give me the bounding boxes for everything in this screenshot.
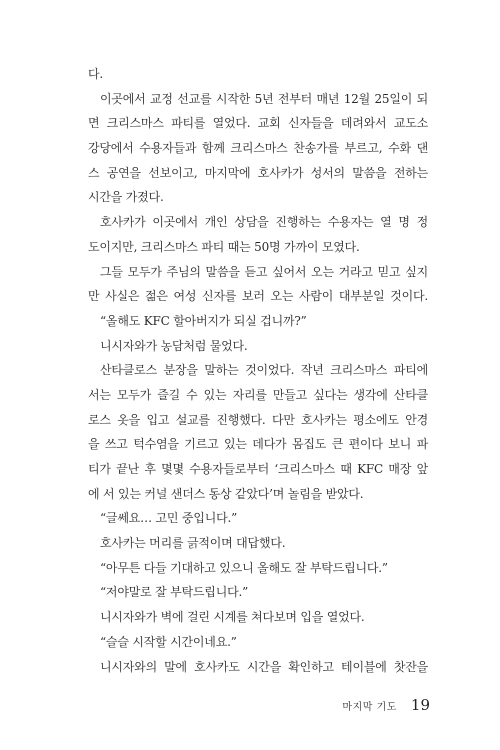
text-line: 니시자와의 말에 호사카도 시간을 확인하고 테이블에 찻잔을 <box>100 659 428 674</box>
page-number: 19 <box>410 696 430 714</box>
text-line: 티가 끝난 후 몇몇 수용자들로부터 ‘크리스마스 때 KFC 매장 앞 <box>88 462 428 476</box>
text-line: 호사카가 이곳에서 개인 상담을 진행하는 수용자는 열 명 정 <box>100 215 428 230</box>
body-text <box>88 62 428 679</box>
text-line: 호사카는 머리를 긁적이며 대답했다. <box>100 536 286 551</box>
dialogue-line: “글쎄요… 고민 중입니다.” <box>100 511 238 526</box>
dialogue-line: “올해도 KFC 할아버지가 되실 겁니까?” <box>100 313 307 328</box>
text-line: 니시자와가 벽에 걸린 시계를 쳐다보며 입을 열었다. <box>100 610 365 625</box>
page-footer <box>342 696 430 714</box>
running-title: 마지막 기도 <box>342 702 397 713</box>
dialogue-line: “슬슬 시작할 시간이네요.” <box>100 634 237 649</box>
text-line: 로스 옷을 입고 설교를 진행했다. 다만 호사카는 평소에도 안경 <box>88 412 428 427</box>
text-line: 을 쓰고 턱수염을 기르고 있는 데다가 몸집도 큰 편이다 보니 파 <box>88 437 428 452</box>
text-line: 산타클로스 분장을 말하는 것이었다. 작년 크리스마스 파티에 <box>100 363 428 378</box>
text-line: 만 사실은 젊은 여성 신자를 보러 오는 사람이 대부분일 것이다. <box>88 289 428 304</box>
text-line: 이곳에서 교정 선교를 시작한 5년 전부터 매년 12월 25일이 되 <box>100 91 428 106</box>
text-line: 그들 모두가 주님의 말씀을 듣고 싶어서 오는 거라고 믿고 싶지 <box>100 264 428 279</box>
text-line: 시간을 가졌다. <box>88 190 164 205</box>
text-line: 서는 모두가 즐길 수 있는 자리를 만들고 싶다는 생각에 산타클 <box>88 387 428 402</box>
dialogue-line: “아무튼 다들 기대하고 있으니 올해도 잘 부탁드립니다.” <box>100 560 388 575</box>
dialogue-line: “저야말로 잘 부탁드립니다.” <box>100 585 249 600</box>
text-line-continuation: 다. <box>88 67 104 81</box>
text-line: 강당에서 수용자들과 함께 크리스마스 찬송가를 부르고, 수화 댄 <box>88 141 428 156</box>
text-line: 면 크리스마스 파티를 열었다. 교회 신자들을 데려와서 교도소 <box>88 116 428 131</box>
text-line: 에 서 있는 커널 샌더스 동상 같았다’며 놀림을 받았다. <box>88 486 364 501</box>
text-line: 도이지만, 크리스마스 파티 때는 50명 가까이 모였다. <box>88 239 360 254</box>
text-line: 스 공연을 선보이고, 마지막에 호사카가 성서의 말씀을 전하는 <box>88 165 428 180</box>
text-line: 니시자와가 농담처럼 물었다. <box>100 338 248 353</box>
